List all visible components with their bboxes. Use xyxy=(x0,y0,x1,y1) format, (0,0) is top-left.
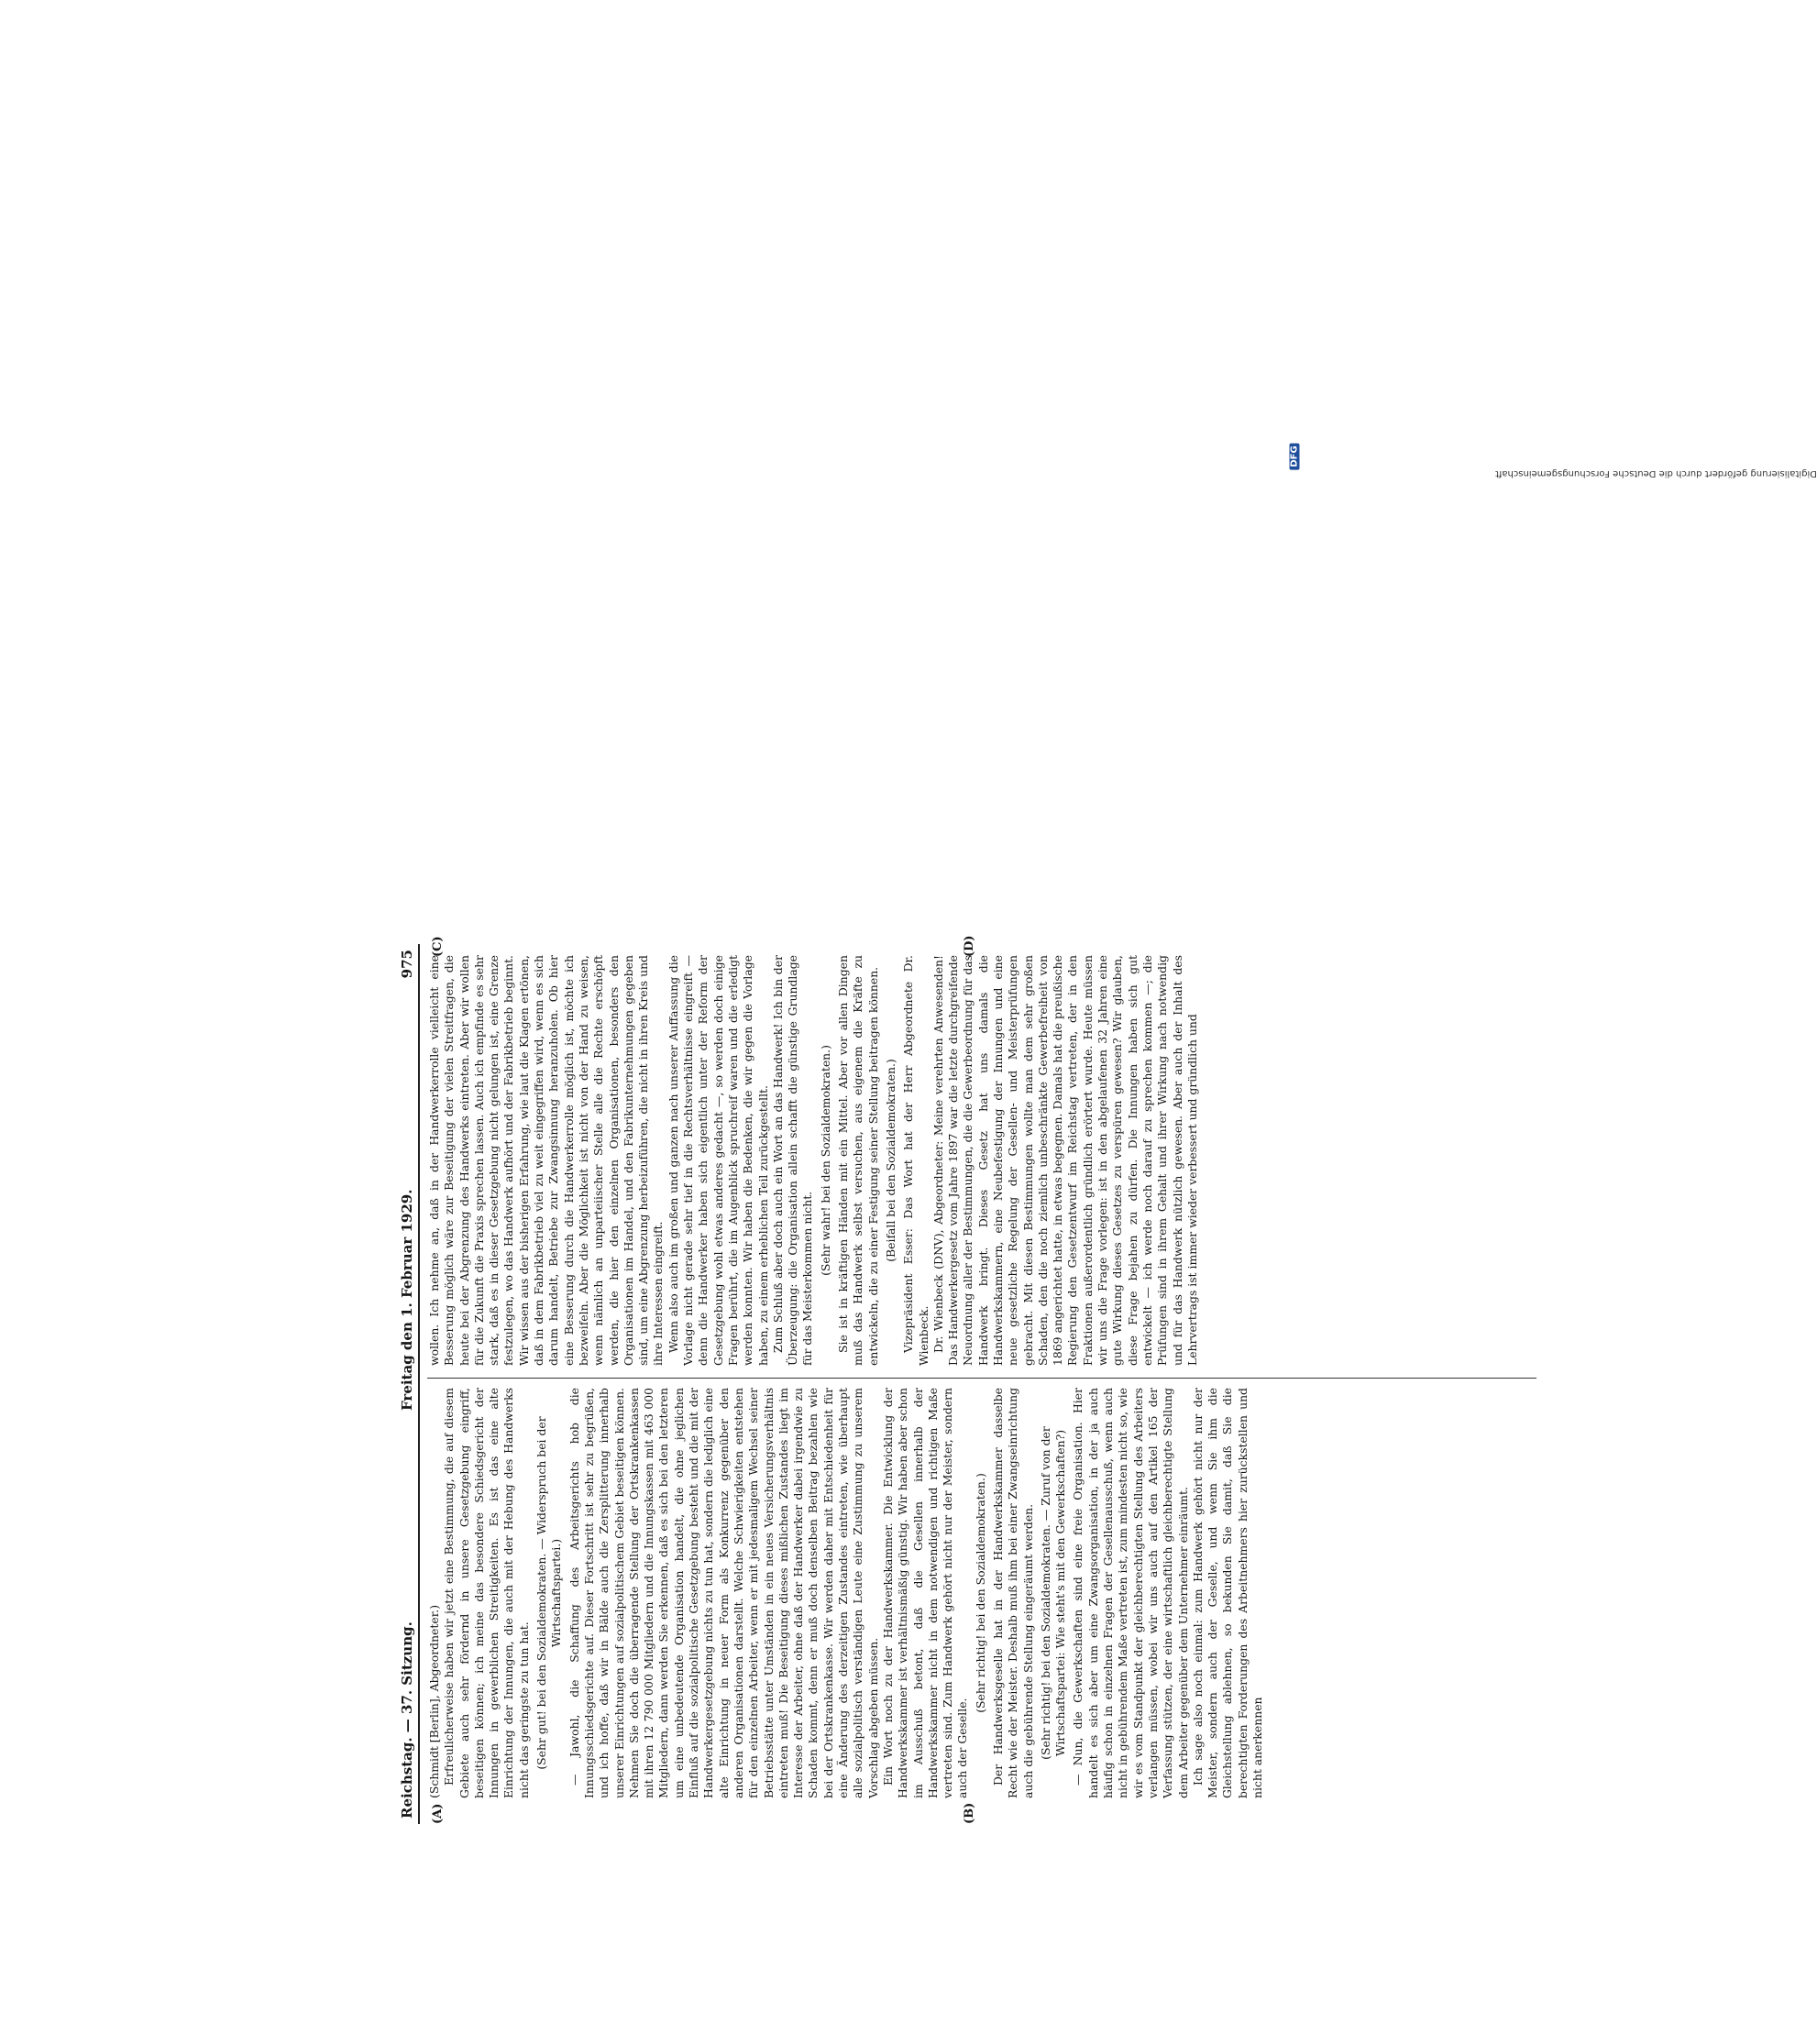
right-column-paragraph: Wenn also auch im großen und ganzen nach unserer Auffassung die Vorlage nicht gerade sehr tief in die Rechtsverhältnisse eingreift — denn die Handwerker haben sich eigentlich unter der Reform der Gesetzgebung wohl etwas anderes gedacht —, so werden doch einige Fragen berührt, die im Augenblick spruchreif waren und die erledigt werden konnten. Wir haben die Bedenken, die wir gegen die Vorlage haben, zu einem erheblichen Teil zurückgestellt. xyxy=(666,955,770,1366)
right-column-paragraph: (Beifall bei den Sozialdemokraten.) xyxy=(883,1059,897,1262)
side-credit-text: Digitalisierung gefördert durch die Deutsche Forschungsgemeinschaft DFG xyxy=(1290,443,1300,473)
side-credit xyxy=(1289,92,1817,825)
margin-marker-d: (D) xyxy=(963,935,976,957)
margin-marker-b: (B) xyxy=(963,1802,976,1824)
header-left: Reichstag. — 37. Sitzung. xyxy=(399,1621,415,1819)
left-column-paragraph: Erfreulicherweise haben wir jetzt eine Bestimmung, die auf diesem Gebiete auch sehr fördernd in unsere Gesetzgebung eingriff, beseitigen können; ich meine das besondere Schiedsgericht der Innungen in gewerblichen Streitigkeiten. Es ist das eine alte Einrichtung der Innungen, die auch mit der Hebung des Handwerks nicht das geringste zu tun hat. xyxy=(442,1388,531,1798)
right-column xyxy=(427,955,1536,1366)
right-column-paragraph: Vizepräsident Esser: Das Wort hat der Herr Abgeordnete Dr. Wienbeck. xyxy=(901,955,931,1366)
left-column-paragraph: (Schmidt [Berlin], Abgeordneter.) xyxy=(427,1604,441,1798)
left-column-paragraph: (Sehr richtig! bei den Sozialdemokraten. — Zuruf von der Wirtschaftspartei: Wie steht's mit den Gewerkschaften?) xyxy=(1038,1426,1068,1760)
document-page xyxy=(394,935,1549,1824)
header-center: Freitag den 1. Februar 1929. xyxy=(399,1189,415,1411)
column-divider xyxy=(427,1378,1536,1379)
margin-marker-c: (C) xyxy=(431,936,445,957)
right-column-paragraph: (Sehr wahr! bei den Sozialdemokraten.) xyxy=(818,1045,832,1276)
page-header xyxy=(394,944,420,1824)
right-column-paragraph: Sie ist in kräftigen Händen mit ein Mittel. Aber vor allen Dingen muß das Handwerk selbst versuchen, aus eigenem die Kräfte zu entwickeln, die zu einer Festigung seiner Stellung beitragen können. xyxy=(836,955,880,1366)
rotated-scan xyxy=(183,706,1265,2044)
left-column-paragraph: — Nun, die Gewerkschaften sind eine freie Organisation. Hier handelt es sich aber um eine Zwangsorganisation, in der ja auch häufig schon in einzelnen Fragen der Gesellenausschuß, wenn auch nicht in gebührendem Maße vertreten ist, zum mindesten nicht so, wie wir es vom Standpunkt der gleichberechtigten Stellung des Arbeiters verlangen müssen, wobei wir uns auch auf den Artikel 165 der Verfassung stützen, der eine wirtschaftlich gleichberechtigte Stellung dem Arbeiter gegenüber dem Unternehmer einräumt. xyxy=(1071,1388,1190,1798)
page-number: 975 xyxy=(399,950,415,979)
left-column-paragraph: (Sehr richtig! bei den Sozialdemokraten.) xyxy=(973,1473,987,1713)
right-column-paragraph: Zum Schluß aber doch auch ein Wort an das Handwerk! Ich bin der Überzeugung: die Organisation allein schafft die günstige Grundlage für das Meisterkommen nicht. xyxy=(770,955,815,1366)
left-column-paragraph: Der Handwerksgeselle hat in der Handwerkskammer dasselbe Recht wie der Meister. Deshalb muß ihm bei einer Zwangseinrichtung auch die gebührende Stellung eingeräumt werden. xyxy=(990,1388,1035,1798)
left-column xyxy=(427,1388,1536,1798)
left-column-paragraph: (Sehr gut! bei den Sozialdemokraten. — Widerspruch bei der Wirtschaftspartei.) xyxy=(534,1416,564,1770)
right-column-paragraph: wollen. Ich nehme an, daß in der Handwerkerrolle vielleicht eine Besserung möglich wäre zur Beseitigung der vielen Streitfragen, die heute bei der Abgrenzung des Handwerks eintreten. Aber wir wollen für die Zukunft die Praxis sprechen lassen. Auch ich empfinde es sehr stark, daß es in dieser Gesetzgebung nicht gelungen ist, eine Grenze festzulegen, wo das Handwerk aufhört und der Fabrikbetrieb beginnt. Wir wissen aus der bisherigen Erfahrung, wie laut die Klagen ertönen, daß in dem Fabrikbetrieb viel zu weit eingegriffen wird, wenn es sich darum handelt, Betriebe zur Zwangsinnung heranzuholen. Ob hier eine Besserung durch die Handwerkerrolle möglich ist, möchte ich bezweifeln. Aber die Möglichkeit ist nicht von der Hand zu weisen, wenn nämlich an unparteiischer Stelle alle die Rechte erschöpft werden, die hier den einzelnen Organisationen, besonders den Organisationen im Handel, und den Fabrikunternehmungen gegeben sind, um eine Abgrenzung herbeizuführen, die nicht in ihren Kreis und ihre Interessen eingreift. xyxy=(427,955,666,1366)
left-column-paragraph: Ein Wort noch zu der Handwerkskammer. Die Entwicklung der Handwerkskammer ist verhältnismäßig günstig. Wir haben aber schon im Ausschuß betont, daß die Gesellen innerhalb der Handwerkskammer nicht in dem notwendigen und richtigen Maße vertreten sind. Zum Handwerk gehört nicht nur der Meister, sondern auch der Geselle. xyxy=(880,1388,970,1798)
margin-marker-a: (A) xyxy=(431,1803,445,1824)
left-column-paragraph: Ich sage also noch einmal: zum Handwerk gehört nicht nur der Meister, sondern auch der Geselle, und wenn Sie ihm die Gleichstellung ablehnen, so bekunden Sie damit, daß Sie die berechtigten Forderungen des Arbeitnehmers hier zurückstellen und nicht anerkennen xyxy=(1190,1388,1265,1798)
left-column-paragraph: — Jawohl, die Schaffung des Arbeitsgerichts hob die Innungsschiedsgerichte auf. Dieser Fortschritt ist sehr zu begrüßen, und ich hoffe, daß wir in Bälde auch die Zersplitterung innerhalb unserer Einrichtungen auf sozialpolitischem Gebiet beseitigen können. Nehmen Sie doch die überragende Stellung der Ortskrankenkassen mit ihren 12 790 000 Mitgliedern und die Innungskassen mit 463 000 Mitgliedern, dann werden Sie erkennen, daß es sich bei den letzteren um eine unbedeutende Organisation handelt, die ohne jeglichen Einfluß auf die sozialpolitische Gesetzgebung besteht und die mit der Handwerkergesetzgebung nichts zu tun hat, sondern die lediglich eine alte Einrichtung in neuer Form als Konkurrenz gegenüber den anderen Organisationen darstellt. Welche Schwierigkeiten entstehen für den einzelnen Arbeiter, wenn er mit jedesmaligem Wechsel seiner Betriebsstätte unter Umständen in ein neues Versicherungsverhältnis eintreten muß! Die Beseitigung dieses mißlichen Zustandes liegt im Interesse der Arbeiter, ohne daß der Handwerker dabei irgendwie zu Schaden kommt, denn er muß doch denselben Beitrag bezahlen wie bei der Ortskrankenkasse. Wir werden daher mit Entschiedenheit für eine Änderung des derzeitigen Zustandes eintreten, wie überhaupt alle sozialpolitisch verständigen Leute eine Zustimmung zu unserem Vorschlag abgeben müssen. xyxy=(567,1388,880,1798)
right-column-paragraph: Dr. Wienbeck (DNV), Abgeordneter: Meine verehrten Anwesenden! Das Handwerkergesetz vom Jahre 1897 war die letzte durchgreifende Neuordnung aller der Bestimmungen, die die Gewerbeordnung für das Handwerk bringt. Dieses Gesetz hat uns damals die Handwerkskammern, eine Neubefestigung der Innungen und eine neue gesetzliche Regelung der Gesellen- und Meisterprüfungen gebracht. Mit diesen Bestimmungen wollte man dem sehr großen Schaden, den die noch ziemlich unbeschränkte Gewerbefreiheit von 1869 angerichtet hatte, in etwas begegnen. Damals hat die preußische Regierung den Gesetzentwurf im Reichstag vertreten, der in den Fraktionen außerordentlich gründlich erörtert wurde. Heute müssen wir uns die Frage vorlegen: ist in den abgelaufenen 32 Jahren eine gute Wirkung dieses Gesetzes zu verspüren gewesen? Wir glauben, diese Frage bejahen zu dürfen. Die Innungen haben sich gut entwickelt — ich werde noch darauf zu sprechen kommen —; die Prüfungen sind in ihrem Gehalt und ihrer Wirkung nach notwendig und für das Handwerk nützlich gewesen. Aber auch der Inhalt des Lehrvertrags ist immer wieder verbessert und gründlich und xyxy=(931,955,1199,1366)
dfg-logo: DFG xyxy=(1290,443,1300,469)
